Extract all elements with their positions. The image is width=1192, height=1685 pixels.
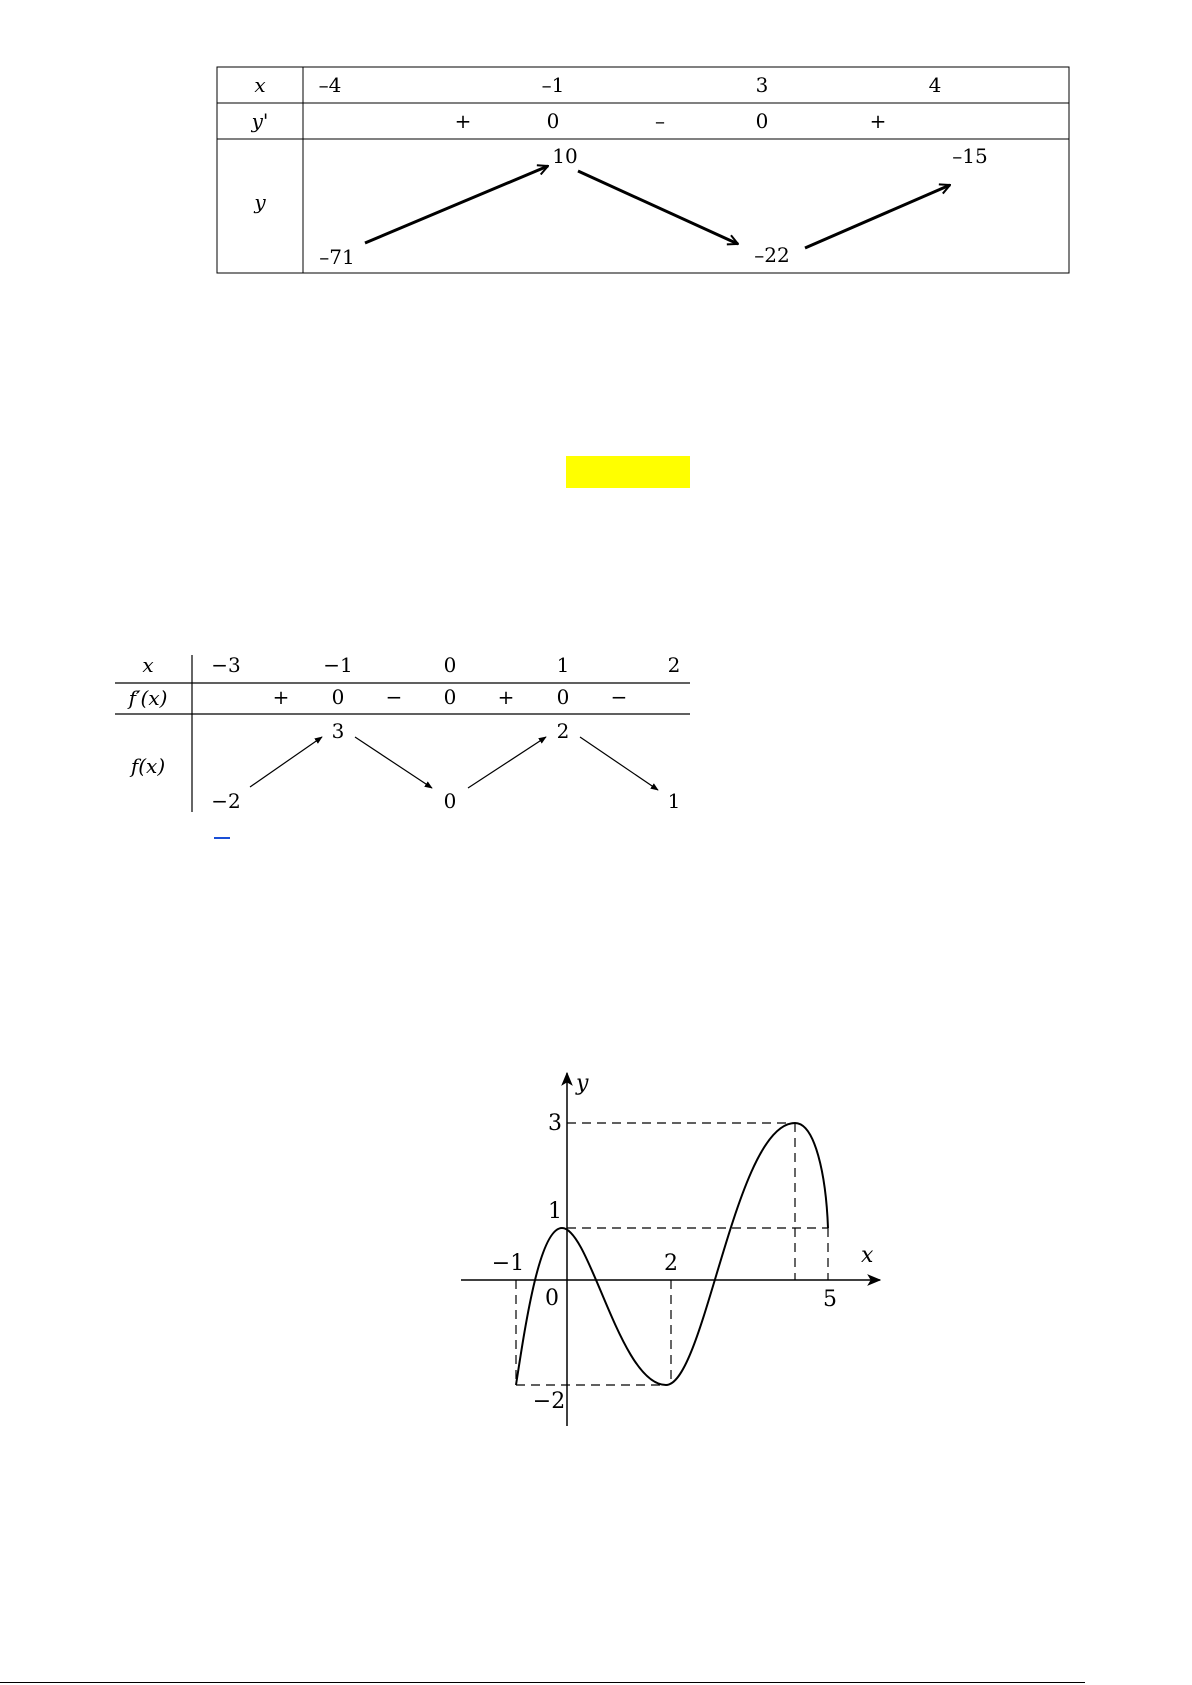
t2-sign: − bbox=[385, 685, 403, 709]
t1-sign: – bbox=[655, 109, 665, 133]
x-tick: 2 bbox=[664, 1251, 678, 1276]
y-tick: −2 bbox=[532, 1389, 566, 1414]
t2-sign: 0 bbox=[331, 685, 345, 709]
link-dash[interactable] bbox=[214, 837, 230, 839]
x-tick: −1 bbox=[491, 1251, 525, 1276]
t2-sign: + bbox=[497, 685, 515, 709]
t2-sign: 0 bbox=[443, 685, 457, 709]
t2-arrow-down bbox=[355, 737, 432, 788]
t1-y-label: y bbox=[254, 190, 266, 214]
t2-f-value: 0 bbox=[443, 789, 457, 813]
t1-y-value: –15 bbox=[952, 144, 988, 168]
t2-arrow-up bbox=[250, 737, 322, 787]
t2-sign: + bbox=[272, 685, 290, 709]
t1-x-value: –4 bbox=[318, 73, 342, 97]
t2-arrow-up bbox=[468, 737, 546, 788]
t1-y-value: 10 bbox=[552, 144, 578, 168]
function-graph bbox=[0, 1060, 1192, 1440]
t2-x-value: 0 bbox=[443, 653, 457, 677]
t1-sign: 0 bbox=[546, 109, 560, 133]
variation-table-2 bbox=[0, 640, 720, 840]
t1-x-value: –1 bbox=[541, 73, 565, 97]
t1-sign: + bbox=[454, 109, 472, 133]
t1-x-value: 4 bbox=[928, 73, 942, 97]
t1-arrow-up bbox=[365, 166, 548, 243]
x-tick: 5 bbox=[823, 1287, 837, 1312]
t1-y-value: –22 bbox=[754, 243, 790, 267]
t2-arrow-down bbox=[580, 737, 658, 790]
t2-sign: − bbox=[610, 685, 628, 709]
t2-fprime-label: f′(x) bbox=[128, 686, 168, 710]
t2-x-value: 1 bbox=[556, 653, 570, 677]
t2-f-value: 3 bbox=[331, 719, 345, 743]
t1-sign: + bbox=[869, 109, 887, 133]
t1-yprime-label: y' bbox=[251, 109, 269, 133]
t1-arrow-up bbox=[805, 185, 950, 248]
y-tick: 3 bbox=[548, 1111, 562, 1136]
t1-x-value: 3 bbox=[755, 73, 769, 97]
highlight-box bbox=[566, 456, 690, 488]
t1-sign: 0 bbox=[755, 109, 769, 133]
y-axis-label: y bbox=[576, 1071, 589, 1096]
t2-x-value: 2 bbox=[667, 653, 681, 677]
t2-sign: 0 bbox=[556, 685, 570, 709]
t1-x-label: x bbox=[254, 73, 266, 97]
x-tick: 0 bbox=[545, 1286, 559, 1311]
y-tick: 1 bbox=[548, 1199, 562, 1224]
variation-table-1 bbox=[0, 0, 1192, 290]
t1-y-value: –71 bbox=[319, 245, 355, 269]
t2-x-value: −1 bbox=[323, 653, 353, 677]
t2-f-value: 2 bbox=[556, 719, 570, 743]
t2-x-label: x bbox=[142, 653, 154, 677]
t2-f-label: f(x) bbox=[130, 754, 166, 778]
x-axis-label: x bbox=[861, 1243, 874, 1268]
t2-f-value: 1 bbox=[667, 789, 681, 813]
t2-x-value: −3 bbox=[211, 653, 241, 677]
t2-f-value: −2 bbox=[211, 789, 241, 813]
footer-rule bbox=[0, 1682, 1085, 1683]
t1-arrow-down bbox=[578, 171, 738, 244]
